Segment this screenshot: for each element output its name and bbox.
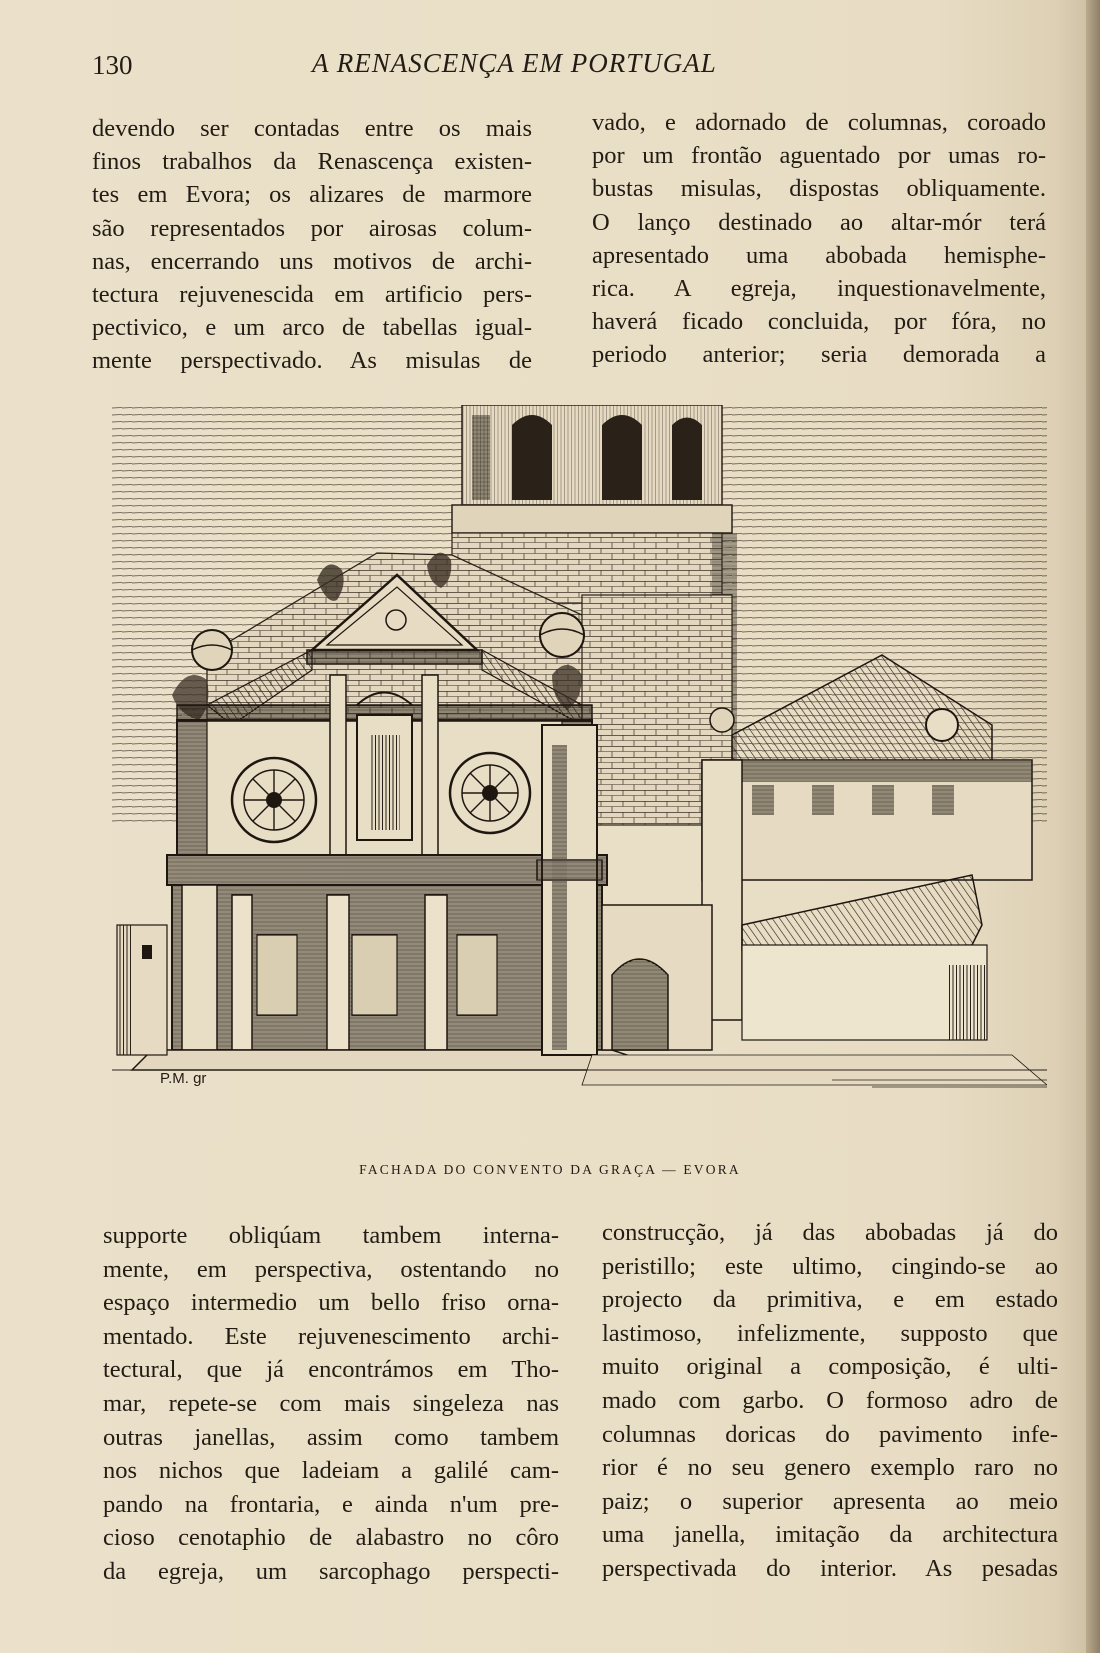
text-column-bottom-right: [602, 1216, 1058, 1586]
text-line: peristillo; este ultimo, cingindo-se ao: [602, 1252, 1058, 1280]
text-line: mentado. Este rejuvenescimento archi-: [103, 1322, 559, 1350]
text-line: pando na frontaria, e ainda n'um pre-: [103, 1490, 559, 1518]
text-line: nos nichos que ladeiam a galilé cam-: [103, 1457, 559, 1485]
text-line: muito original a composição, é ulti-: [602, 1353, 1058, 1381]
illustration-caption: FACHADA DO CONVENTO DA GRAÇA — EVORA: [359, 1162, 741, 1177]
text-line: haverá ficado concluida, por fóra, no: [592, 308, 1046, 336]
text-line: projecto da primitiva, e em estado: [602, 1286, 1058, 1314]
text-line: construcção, já das abobadas já do: [602, 1219, 1058, 1246]
text-line: são representados por airosas colum-: [92, 214, 532, 242]
text-line: finos trabalhos da Renascença existen-: [92, 148, 532, 176]
rose-window-right: [450, 753, 530, 833]
text-line: espaço intermedio um bello friso orna-: [103, 1289, 559, 1317]
text-line: apresentado uma abobada hemisphe-: [592, 241, 1046, 269]
text-line: mado com garbo. O formoso adro de: [602, 1386, 1058, 1414]
text-line: tes em Evora; os alizares de marmore: [92, 181, 532, 209]
text-column-bottom-left: [103, 1219, 559, 1589]
text-line: nas, encerrando uns motivos de archi-: [92, 247, 532, 275]
text-line: rior é no seu genero exemplo raro no: [602, 1454, 1058, 1482]
text-line: periodo anterior; seria demorada a: [592, 341, 1046, 369]
text-line: tectural, que já encontrámos em Tho-: [103, 1356, 559, 1384]
text-column-top-left: [92, 112, 532, 378]
text-line: cioso cenotaphio de alabastro no côro: [103, 1524, 559, 1552]
text-line: tectura rejuvenescida em artificio pers-: [92, 281, 532, 309]
text-line: mar, repete-se com mais singeleza nas: [103, 1389, 559, 1417]
facade-corner-tower: [537, 725, 602, 1055]
text-line: perspectivada do interior. As pesadas: [602, 1554, 1058, 1582]
rose-window-left: [232, 758, 316, 842]
text-line: lastimoso, infelizmente, supposto que: [602, 1319, 1058, 1347]
left-building: [117, 925, 167, 1055]
text-line: paiz; o superior apresenta ao meio: [602, 1487, 1058, 1515]
text-line: mente perspectivado. As misulas de: [92, 347, 532, 375]
text-line: uma janella, imitação da architectura: [602, 1521, 1058, 1549]
text-line: mente, em perspectiva, ostentando no: [103, 1255, 559, 1283]
convent-facade-engraving: [112, 405, 1047, 1150]
text-line: por um frontão aguentado por umas ro-: [592, 142, 1046, 170]
text-column-top-right: [592, 106, 1046, 372]
text-line: vado, e adornado de columnas, coroado: [592, 109, 1046, 136]
text-line: rica. A egreja, inquestionavelmente,: [592, 275, 1046, 303]
text-line: bustas misulas, dispostas obliquamente.: [592, 175, 1046, 203]
engraver-signature: P.M. gr: [160, 1070, 207, 1087]
text-line: outras janellas, assim como tambem: [103, 1423, 559, 1451]
page-number: 130: [92, 50, 133, 80]
text-line: supporte obliqúam tambem interna-: [103, 1222, 559, 1249]
text-line: devendo ser contadas entre os mais: [92, 115, 532, 142]
page-edge-shadow: [1086, 0, 1100, 1653]
text-line: pectivico, e um arco de tabellas igual-: [92, 314, 532, 342]
running-title: A RENASCENÇA EM PORTUGAL: [312, 48, 717, 78]
engraving-svg: [112, 405, 1047, 1150]
text-line: da egreja, um sarcophago perspecti-: [103, 1557, 559, 1585]
text-line: O lanço destinado ao altar-mór terá: [592, 208, 1046, 236]
text-line: columnas doricas do pavimento infe-: [602, 1420, 1058, 1448]
